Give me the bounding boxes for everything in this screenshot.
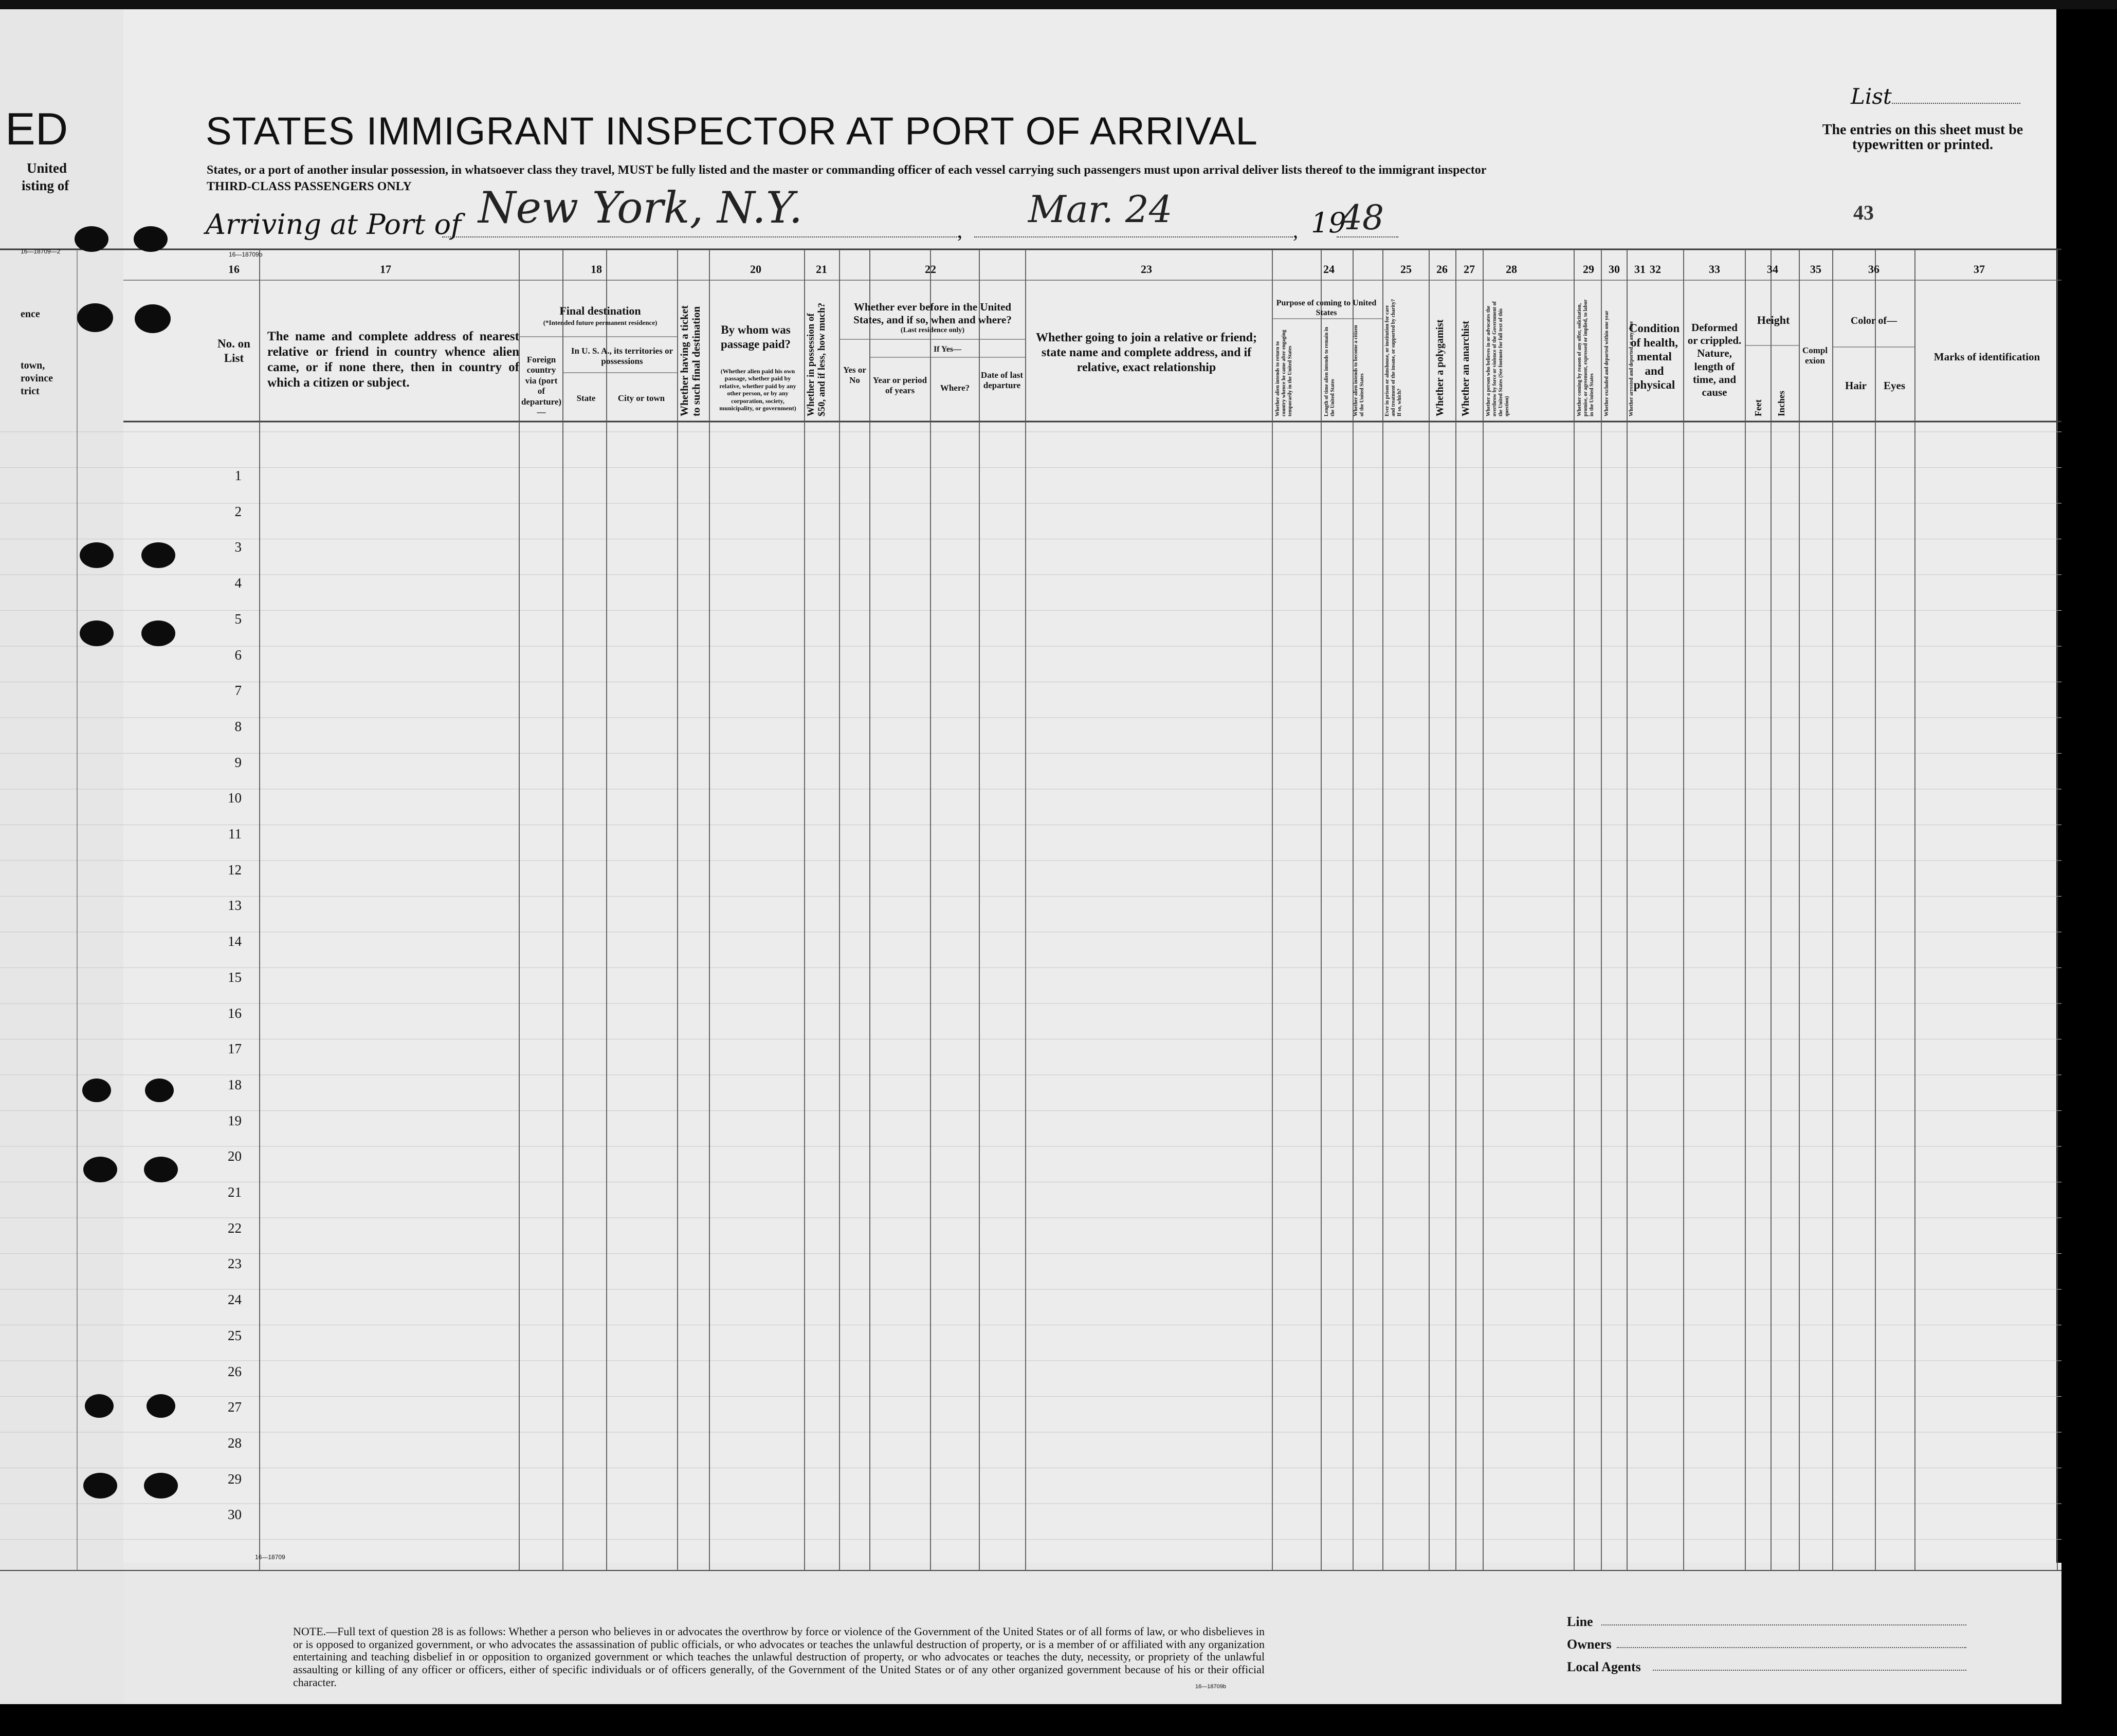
column-number: 34 [1767, 263, 1778, 276]
row-number: 23 [228, 1256, 242, 1272]
row-number: 12 [228, 862, 242, 878]
row-number: 25 [228, 1327, 242, 1343]
col22-where: Where? [940, 383, 970, 393]
col30-header: Whether excluded and deported within one year [1604, 310, 1610, 416]
punch-hole [147, 1394, 175, 1418]
left-margin-label: rovince [21, 373, 53, 384]
col18-city: City or town [617, 393, 665, 403]
row-number: 5 [234, 611, 242, 627]
row-number: 17 [228, 1041, 242, 1057]
col24-title: Purpose of coming to United States [1276, 299, 1377, 318]
col22-note: (Last residence only) [900, 326, 965, 334]
col36-title: Color of— [1850, 315, 1897, 326]
row-number: 15 [228, 969, 242, 985]
col24b-header: Length of time alien intends to remain in the United States [1324, 327, 1336, 416]
column-number: 32 [1650, 263, 1661, 276]
col18-title: Final destination [559, 304, 641, 317]
typewritten-note: The entries on this sheet must be typewritten or printed. [1822, 122, 2023, 153]
col22-yesno: Yes or No [843, 365, 866, 386]
year-prefix: 19 [1311, 207, 1346, 239]
row-number: 4 [234, 575, 242, 591]
line-field[interactable] [1601, 1624, 1966, 1625]
comma: , [957, 219, 962, 242]
row-number: 2 [234, 503, 242, 519]
date-value[interactable]: Mar. 24 [1028, 188, 1173, 231]
row-number: 1 [234, 468, 242, 483]
footnote-code: 16—18709b [1195, 1684, 1226, 1690]
form-code: 16—18709 [255, 1554, 285, 1561]
column-number: 29 [1583, 263, 1594, 276]
left-sheet [0, 0, 134, 1736]
row-number: 16 [228, 1005, 242, 1021]
local-agents-field[interactable] [1653, 1670, 1966, 1671]
col34-title: Height [1757, 314, 1790, 326]
column-number: 30 [1609, 263, 1620, 276]
column-number: 31 [1634, 263, 1646, 276]
col28-header: Whether a person who believes in or advocates the overthrow by force or violence of the Government of the United States (See footnote for full text of this question) [1486, 301, 1510, 416]
col36-hair: Hair [1845, 379, 1867, 392]
port-line [442, 236, 959, 237]
column-number: 20 [750, 263, 761, 276]
col23-header: Whether going to join a relative or friend; state name and complete address, and if relative, exact relationship [1036, 331, 1257, 374]
punch-hole [144, 1157, 178, 1182]
row-number: 14 [228, 934, 242, 949]
arriving-label: Arriving at Port of [206, 208, 462, 241]
page-title: STATES IMMIGRANT INSPECTOR AT PORT OF ARRIVAL [206, 109, 1258, 153]
column-number: 37 [1974, 263, 1985, 276]
owners-field[interactable] [1617, 1647, 1966, 1648]
col31-header: Whether arrested and deported at any time [1629, 321, 1634, 416]
row-number: 9 [234, 754, 242, 770]
column-number: 16 [228, 263, 240, 276]
row-number: 7 [234, 683, 242, 699]
left-margin-label: ence [21, 308, 40, 320]
left-sheet-fragment: ED [5, 103, 68, 154]
col24a-header: Whether alien intends to return to country whence he came after engaging temporarily in the United States [1275, 330, 1293, 416]
punch-hole [77, 303, 113, 332]
form-code: 16—18709—2 [21, 248, 61, 255]
punch-hole [145, 1079, 174, 1102]
col27-header: Whether an anarchist [1460, 321, 1471, 416]
column-number: 22 [925, 263, 936, 276]
col37-header: Marks of identification [1933, 351, 2040, 363]
row-number: 10 [228, 790, 242, 806]
col21-header: Whether in possession of $50, and if less, how much? [806, 302, 827, 416]
col24c-header: Whether alien intends to become a citizen of the United States [1353, 325, 1365, 416]
col19-header: Whether having a ticket to such final destination [678, 305, 703, 416]
column-number: 26 [1436, 263, 1448, 276]
page-subtitle: States, or a port of another insular possession, in whatsoever class they travel, MUST be fully listed and the master or commanding officer of each vessel carrying such passengers must upon arrival deliver lists thereof to the immigrant inspector [207, 163, 1487, 177]
row-number: 30 [228, 1507, 242, 1523]
form-code: 16—18709b [229, 251, 263, 258]
row-number: 27 [228, 1399, 242, 1415]
col22-ifyes: If Yes— [933, 345, 962, 354]
list-label: List [1851, 84, 1892, 109]
column-number: 18 [591, 263, 602, 276]
column-number: 28 [1506, 263, 1517, 276]
column-number: 35 [1810, 263, 1821, 276]
col18-usa: In U. S. A., its territories or possessions [571, 346, 673, 367]
punch-hole [141, 620, 175, 646]
row-number: 13 [228, 898, 242, 913]
punch-hole [135, 304, 171, 333]
row-number: 3 [234, 539, 242, 555]
col29-header: Whether coming by reason of any offer, solicitation, promise, or agreement, expressed or implied, to labor in the United States [1577, 299, 1595, 416]
col22-date: Date of last departure [980, 370, 1024, 391]
col25-header: Ever in prison or almshouse, or institution for care and treatment of the insane, or supported by charity? If so, which? [1384, 299, 1402, 416]
comma: , [1293, 219, 1298, 242]
footnote: NOTE.—Full text of question 28 is as follows: Whether a person who believes in or advocates the overthrow by force or violence of the Government of the United States or of all forms of law, or who disbelieves in or is opposed to organized government, or who advocates the assassination of public officials, or who advocates or teaches the unlawful destruction of property, or is a member of or affiliated with any organization entertaining and teaching disbelief in or opposition to organized government or which teaches the unlawful destruction of property, or who advocates or teaches the duty, necessity, or propriety of the unlawful assaulting or killing of any officer or officers, either of specific individuals or of officers generally, of the Government of the United States or of any other organized government because of his or their official character. [293, 1625, 1265, 1689]
punch-hole [134, 226, 168, 252]
column-number: 21 [816, 263, 827, 276]
col20-title: By whom was passage paid? [720, 323, 791, 351]
column-number: 27 [1464, 263, 1475, 276]
col18-state: State [576, 393, 596, 403]
col32-header: Condition of health, mental and physical [1629, 322, 1680, 392]
main-sheet [123, 0, 2056, 1709]
left-sheet-line: United [27, 160, 67, 176]
punch-hole [141, 542, 175, 568]
date-line [974, 236, 1293, 237]
list-line [1892, 103, 2020, 104]
row-number: 22 [228, 1220, 242, 1236]
line-label: Line [1567, 1614, 1593, 1629]
owners-label: Owners [1567, 1637, 1612, 1652]
col20-note: (Whether alien paid his own passage, whether paid by relative, whether paid by any other person, or by any corporation, society, municipality, or government) [719, 368, 796, 412]
col22-year: Year or period of years [872, 375, 927, 396]
punch-hole [80, 542, 114, 568]
row-number: 18 [228, 1076, 242, 1092]
punch-hole [75, 226, 108, 252]
column-number: 17 [380, 263, 391, 276]
row-number: 26 [228, 1363, 242, 1379]
row-number: 28 [228, 1435, 242, 1451]
class-line: THIRD-CLASS PASSENGERS ONLY [207, 180, 412, 193]
sheet-number: 43 [1853, 201, 1874, 224]
punch-hole [83, 1157, 117, 1182]
col26-header: Whether a polygamist [1434, 319, 1446, 416]
col33-header: Deformed or crippled. Nature, length of time, and cause [1687, 321, 1742, 398]
col18-note: (*Intended future permanent residence) [543, 319, 658, 326]
row-number: 24 [228, 1292, 242, 1308]
local-agents-label: Local Agents [1567, 1659, 1641, 1674]
row-number: 20 [228, 1148, 242, 1164]
left-margin-label: trict [21, 386, 40, 397]
punch-hole [83, 1473, 117, 1499]
col34-feet: Feet [1753, 399, 1763, 416]
right-border [2061, 0, 2117, 1736]
col35-header: Complexion [1802, 345, 1828, 366]
col34-inches: Inches [1776, 390, 1786, 416]
column-number: 25 [1400, 263, 1412, 276]
col36-eyes: Eyes [1884, 379, 1905, 392]
left-margin-label: town, [21, 360, 45, 371]
year-value[interactable]: 48 [1341, 198, 1384, 237]
column-number: 24 [1323, 263, 1335, 276]
port-value[interactable]: New York, N.Y. [478, 182, 803, 233]
col22-title: Whether ever before in the United States, and if so, when and where? [853, 301, 1012, 326]
row-number: 6 [234, 647, 242, 663]
row-number: 29 [228, 1471, 242, 1487]
left-sheet-line: isting of [22, 178, 69, 193]
punch-hole [85, 1394, 114, 1418]
row-number: 8 [234, 718, 242, 734]
row-number: 19 [228, 1112, 242, 1128]
col17-header: The name and complete address of nearest relative or friend in country whence alien came, or if none there, then in country of which a citizen or subject. [267, 330, 519, 390]
column-number: 36 [1868, 263, 1879, 276]
column-number: 33 [1709, 263, 1720, 276]
column-number: 23 [1141, 263, 1152, 276]
row-number: 11 [228, 826, 242, 842]
row-number: 21 [228, 1184, 242, 1200]
punch-hole [144, 1473, 178, 1499]
punch-hole [80, 620, 114, 646]
col18-foreign: Foreign country via (port of departure)— [521, 355, 562, 417]
col16-header: No. on List [217, 337, 250, 364]
punch-hole [82, 1079, 111, 1102]
